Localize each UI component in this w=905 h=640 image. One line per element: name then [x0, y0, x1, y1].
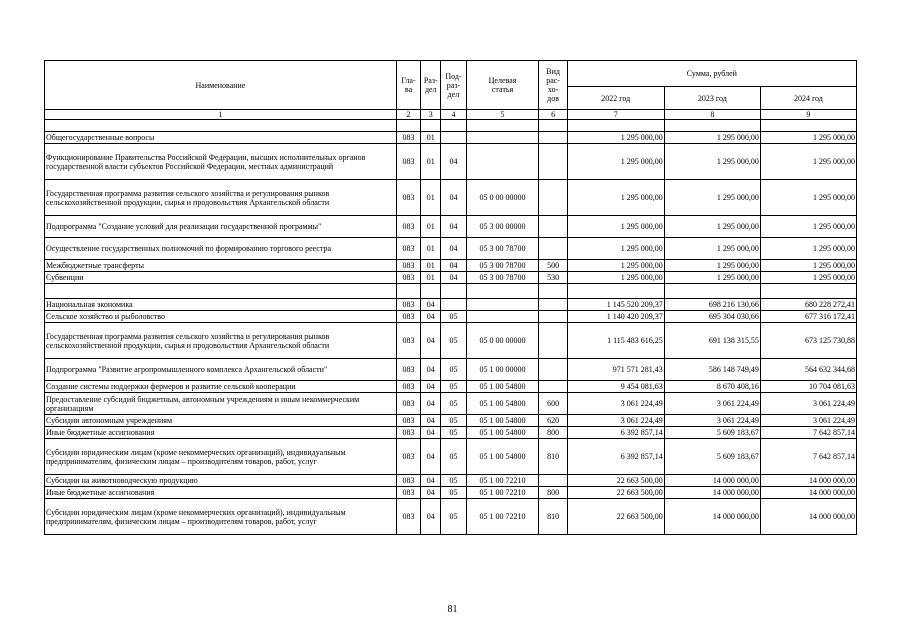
cell-r: 04 — [421, 393, 441, 415]
cell-g: 083 — [396, 487, 420, 499]
col-number: 9 — [760, 110, 856, 120]
cell-t: 05 3 00 78700 — [466, 260, 539, 272]
cell-p: 04 — [441, 260, 466, 272]
cell-p: 05 — [441, 393, 466, 415]
cell-r: 01 — [421, 238, 441, 260]
cell-t — [466, 284, 539, 299]
cell-name: Общегосударственные вопросы — [45, 132, 397, 144]
cell-y2 — [664, 120, 760, 132]
cell-r: 04 — [421, 311, 441, 323]
table-row — [45, 260, 857, 272]
cell-p — [441, 284, 466, 299]
cell-y1: 1 295 000,00 — [567, 132, 664, 144]
cell-t: 05 3 00 00000 — [466, 216, 539, 238]
cell-y2 — [664, 284, 760, 299]
cell-y3: 14 000 000,00 — [760, 475, 856, 487]
table-row — [45, 359, 857, 381]
cell-v: 500 — [539, 260, 567, 272]
cell-p: 04 — [441, 144, 466, 180]
cell-y2: 5 609 183,67 — [664, 427, 760, 439]
cell-y2: 14 000 000,00 — [664, 487, 760, 499]
cell-y3: 673 125 730,88 — [760, 323, 856, 359]
cell-v: 800 — [539, 427, 567, 439]
table-row — [45, 299, 857, 311]
cell-g: 083 — [396, 499, 420, 535]
cell-g: 083 — [396, 393, 420, 415]
cell-y3: 3 061 224,49 — [760, 415, 856, 427]
cell-r: 04 — [421, 323, 441, 359]
cell-g: 083 — [396, 272, 420, 284]
cell-t: 05 3 00 78700 — [466, 238, 539, 260]
cell-y3: 3 061 224,49 — [760, 393, 856, 415]
cell-name: Осуществление государственных полномочий по формированию торгового реестра — [45, 238, 397, 260]
cell-r — [421, 284, 441, 299]
cell-g: 083 — [396, 427, 420, 439]
cell-y3: 1 295 000,00 — [760, 144, 856, 180]
cell-name: Функционирование Правительства Российской Федерации, высших исполнительных органов государственной власти субъектов Российской Федерации, местных администраций — [45, 144, 397, 180]
cell-name: Субсидии на животноводческую продукцию — [45, 475, 397, 487]
cell-g: 083 — [396, 260, 420, 272]
cell-name: Субсидии юридическим лицам (кроме некоммерческих организаций), индивидуальным предпринимателям, физическим лицам – производителям товаров, работ, услуг — [45, 499, 397, 535]
cell-p — [441, 120, 466, 132]
cell-g: 083 — [396, 311, 420, 323]
cell-name: Сельское хозяйство и рыболовство — [45, 311, 397, 323]
cell-p: 05 — [441, 381, 466, 393]
cell-p: 04 — [441, 272, 466, 284]
page-number: 81 — [447, 604, 458, 615]
cell-v — [539, 299, 567, 311]
table-body — [45, 120, 857, 535]
cell-y1: 1 145 520 209,37 — [567, 299, 664, 311]
cell-name: Субвенции — [45, 272, 397, 284]
cell-y2: 586 148 749,49 — [664, 359, 760, 381]
cell-t: 05 0 00 00000 — [466, 323, 539, 359]
cell-y1: 6 392 857,14 — [567, 439, 664, 475]
cell-v — [539, 132, 567, 144]
cell-g: 083 — [396, 415, 420, 427]
cell-y3: 1 295 000,00 — [760, 216, 856, 238]
cell-y2: 3 061 224,49 — [664, 393, 760, 415]
cell-v: 600 — [539, 393, 567, 415]
cell-y2: 695 304 030,66 — [664, 311, 760, 323]
cell-name: Субсидии автономным учреждениям — [45, 415, 397, 427]
header-name: Наименование — [45, 61, 397, 110]
cell-y1 — [567, 284, 664, 299]
cell-y1: 1 295 000,00 — [567, 216, 664, 238]
cell-r: 04 — [421, 499, 441, 535]
table-row — [45, 120, 857, 132]
cell-v — [539, 381, 567, 393]
cell-v: 810 — [539, 499, 567, 535]
cell-t: 05 1 00 72210 — [466, 475, 539, 487]
cell-y3: 7 642 857,14 — [760, 427, 856, 439]
cell-p: 05 — [441, 499, 466, 535]
header-year-2023: 2023 год — [664, 87, 760, 110]
cell-g — [396, 120, 420, 132]
cell-y3: 7 642 857,14 — [760, 439, 856, 475]
cell-y1: 9 454 081,63 — [567, 381, 664, 393]
cell-y3: 10 704 081,63 — [760, 381, 856, 393]
table-row — [45, 487, 857, 499]
cell-g: 083 — [396, 144, 420, 180]
table-row — [45, 323, 857, 359]
cell-y2: 8 670 408,16 — [664, 381, 760, 393]
cell-y1: 1 295 000,00 — [567, 238, 664, 260]
cell-y3: 1 295 000,00 — [760, 260, 856, 272]
cell-y3: 14 000 000,00 — [760, 487, 856, 499]
cell-r: 01 — [421, 260, 441, 272]
table-row — [45, 475, 857, 487]
table-row — [45, 272, 857, 284]
cell-y2: 1 295 000,00 — [664, 272, 760, 284]
cell-p: 05 — [441, 359, 466, 381]
cell-g: 083 — [396, 475, 420, 487]
cell-g: 083 — [396, 180, 420, 216]
cell-name: Межбюджетные трансферты — [45, 260, 397, 272]
cell-t: 05 1 00 00000 — [466, 359, 539, 381]
cell-p: 05 — [441, 323, 466, 359]
cell-y1: 1 295 000,00 — [567, 180, 664, 216]
cell-y3: 564 632 344,68 — [760, 359, 856, 381]
cell-name — [45, 284, 397, 299]
cell-v — [539, 180, 567, 216]
cell-y3: 14 000 000,00 — [760, 499, 856, 535]
table-row — [45, 216, 857, 238]
cell-y2: 1 295 000,00 — [664, 260, 760, 272]
cell-t: 05 1 00 54800 — [466, 427, 539, 439]
cell-y1: 1 115 483 616,25 — [567, 323, 664, 359]
cell-v — [539, 323, 567, 359]
cell-p: 04 — [441, 216, 466, 238]
cell-r: 04 — [421, 299, 441, 311]
cell-y2: 14 000 000,00 — [664, 499, 760, 535]
cell-y1: 1 295 000,00 — [567, 272, 664, 284]
cell-r: 04 — [421, 475, 441, 487]
cell-t: 05 1 00 54800 — [466, 393, 539, 415]
cell-r: 04 — [421, 359, 441, 381]
cell-r: 01 — [421, 272, 441, 284]
cell-r: 01 — [421, 180, 441, 216]
cell-t: 05 1 00 72210 — [466, 487, 539, 499]
cell-name: Подпрограмма "Создание условий для реализации государственной программы" — [45, 216, 397, 238]
cell-r: 04 — [421, 381, 441, 393]
cell-y2: 1 295 000,00 — [664, 132, 760, 144]
cell-y2: 691 138 315,55 — [664, 323, 760, 359]
cell-v: 620 — [539, 415, 567, 427]
header-target: Целевая статья — [466, 61, 539, 110]
cell-y1: 3 061 224,49 — [567, 393, 664, 415]
cell-v — [539, 475, 567, 487]
cell-p: 05 — [441, 475, 466, 487]
cell-p — [441, 299, 466, 311]
cell-p: 05 — [441, 439, 466, 475]
table-row — [45, 238, 857, 260]
header-glava: Гла- ва — [396, 61, 420, 110]
header-row — [45, 61, 857, 87]
cell-v — [539, 144, 567, 180]
cell-g: 083 — [396, 439, 420, 475]
col-number: 2 — [396, 110, 420, 120]
cell-y3: 1 295 000,00 — [760, 180, 856, 216]
cell-name — [45, 120, 397, 132]
table-row — [45, 180, 857, 216]
cell-t: 05 1 00 54800 — [466, 439, 539, 475]
cell-p: 05 — [441, 427, 466, 439]
col-number: 6 — [539, 110, 567, 120]
budget-table — [44, 60, 857, 535]
column-numbers-row — [45, 110, 857, 120]
cell-y1 — [567, 120, 664, 132]
cell-t: 05 1 00 72210 — [466, 499, 539, 535]
cell-p: 04 — [441, 180, 466, 216]
cell-y3: 677 316 172,41 — [760, 311, 856, 323]
cell-name: Иные бюджетные ассигнования — [45, 487, 397, 499]
cell-y3: 680 228 272,41 — [760, 299, 856, 311]
cell-y1: 1 295 000,00 — [567, 260, 664, 272]
col-number: 8 — [664, 110, 760, 120]
cell-v — [539, 238, 567, 260]
cell-y1: 1 140 420 209,37 — [567, 311, 664, 323]
cell-r: 04 — [421, 487, 441, 499]
header-razdel: Раз- дел — [421, 61, 441, 110]
cell-name: Субсидии юридическим лицам (кроме некоммерческих организаций), индивидуальным предпринимателям, физическим лицам – производителям товаров, работ, услуг — [45, 439, 397, 475]
cell-g: 083 — [396, 132, 420, 144]
cell-v — [539, 284, 567, 299]
cell-g: 083 — [396, 238, 420, 260]
cell-y3: 1 295 000,00 — [760, 132, 856, 144]
cell-v — [539, 216, 567, 238]
cell-r — [421, 120, 441, 132]
col-number: 4 — [441, 110, 466, 120]
cell-g: 083 — [396, 299, 420, 311]
table-row — [45, 311, 857, 323]
cell-y1: 1 295 000,00 — [567, 144, 664, 180]
cell-name: Иные бюджетные ассигнования — [45, 427, 397, 439]
cell-y3: 1 295 000,00 — [760, 238, 856, 260]
table-row — [45, 393, 857, 415]
cell-y2: 1 295 000,00 — [664, 216, 760, 238]
cell-name: Национальная экономика — [45, 299, 397, 311]
cell-g — [396, 284, 420, 299]
cell-v: 530 — [539, 272, 567, 284]
table-row — [45, 284, 857, 299]
cell-r: 01 — [421, 216, 441, 238]
col-number: 3 — [421, 110, 441, 120]
col-number: 5 — [466, 110, 539, 120]
table-row — [45, 439, 857, 475]
col-number: 1 — [45, 110, 397, 120]
cell-t: 05 1 00 54800 — [466, 381, 539, 393]
header-vid: Вид рас- хо- дов — [539, 61, 567, 110]
cell-t — [466, 299, 539, 311]
cell-y1: 22 663 500,00 — [567, 475, 664, 487]
cell-t: 05 0 00 00000 — [466, 180, 539, 216]
cell-y2: 1 295 000,00 — [664, 180, 760, 216]
cell-y1: 971 571 281,43 — [567, 359, 664, 381]
cell-p: 05 — [441, 487, 466, 499]
cell-v: 800 — [539, 487, 567, 499]
cell-g: 083 — [396, 381, 420, 393]
cell-y2: 3 061 224,49 — [664, 415, 760, 427]
cell-y2: 14 000 000,00 — [664, 475, 760, 487]
cell-y2: 1 295 000,00 — [664, 144, 760, 180]
cell-v — [539, 311, 567, 323]
cell-y3 — [760, 120, 856, 132]
cell-y1: 3 061 224,49 — [567, 415, 664, 427]
cell-r: 04 — [421, 427, 441, 439]
cell-g: 083 — [396, 359, 420, 381]
header-year-2022: 2022 год — [567, 87, 664, 110]
cell-t: 05 3 00 78700 — [466, 272, 539, 284]
cell-g: 083 — [396, 216, 420, 238]
cell-p: 05 — [441, 311, 466, 323]
cell-y3 — [760, 284, 856, 299]
cell-y1: 22 663 500,00 — [567, 499, 664, 535]
cell-r: 04 — [421, 415, 441, 427]
header-sum: Сумма, рублей — [567, 61, 856, 87]
table-row — [45, 499, 857, 535]
cell-y1: 6 392 857,14 — [567, 427, 664, 439]
cell-name: Государственная программа развития сельского хозяйства и регулирования рынков сельскохозяйственной продукции, сырья и продовольствия Архангельской области — [45, 180, 397, 216]
table-row — [45, 381, 857, 393]
table-row — [45, 415, 857, 427]
cell-r: 01 — [421, 132, 441, 144]
cell-name: Предоставление субсидий бюджетным, автономным учреждениям и иным некоммерческим организациям — [45, 393, 397, 415]
table-row — [45, 427, 857, 439]
table-row — [45, 144, 857, 180]
cell-y2: 5 609 183,67 — [664, 439, 760, 475]
table-row — [45, 132, 857, 144]
cell-r: 01 — [421, 144, 441, 180]
cell-p: 05 — [441, 415, 466, 427]
cell-y3: 1 295 000,00 — [760, 272, 856, 284]
header-year-2024: 2024 год — [760, 87, 856, 110]
cell-name: Подпрограмма "Развитие агропромышленного комплекса Архангельской области" — [45, 359, 397, 381]
cell-name: Создание системы поддержки фермеров и развитие сельской кооперации — [45, 381, 397, 393]
cell-g: 083 — [396, 323, 420, 359]
cell-t — [466, 132, 539, 144]
cell-name: Государственная программа развития сельского хозяйства и регулирования рынков сельскохозяйственной продукции, сырья и продовольствия Архангельской области — [45, 323, 397, 359]
cell-v — [539, 120, 567, 132]
header-podrazdel: Под- раз- дел — [441, 61, 466, 110]
cell-t — [466, 311, 539, 323]
cell-t — [466, 144, 539, 180]
cell-v — [539, 359, 567, 381]
cell-t: 05 1 00 54800 — [466, 415, 539, 427]
cell-y1: 22 663 500,00 — [567, 487, 664, 499]
cell-p — [441, 132, 466, 144]
col-number: 7 — [567, 110, 664, 120]
cell-y2: 698 216 130,66 — [664, 299, 760, 311]
cell-t — [466, 120, 539, 132]
cell-v: 810 — [539, 439, 567, 475]
cell-p: 04 — [441, 238, 466, 260]
cell-r: 04 — [421, 439, 441, 475]
cell-y2: 1 295 000,00 — [664, 238, 760, 260]
